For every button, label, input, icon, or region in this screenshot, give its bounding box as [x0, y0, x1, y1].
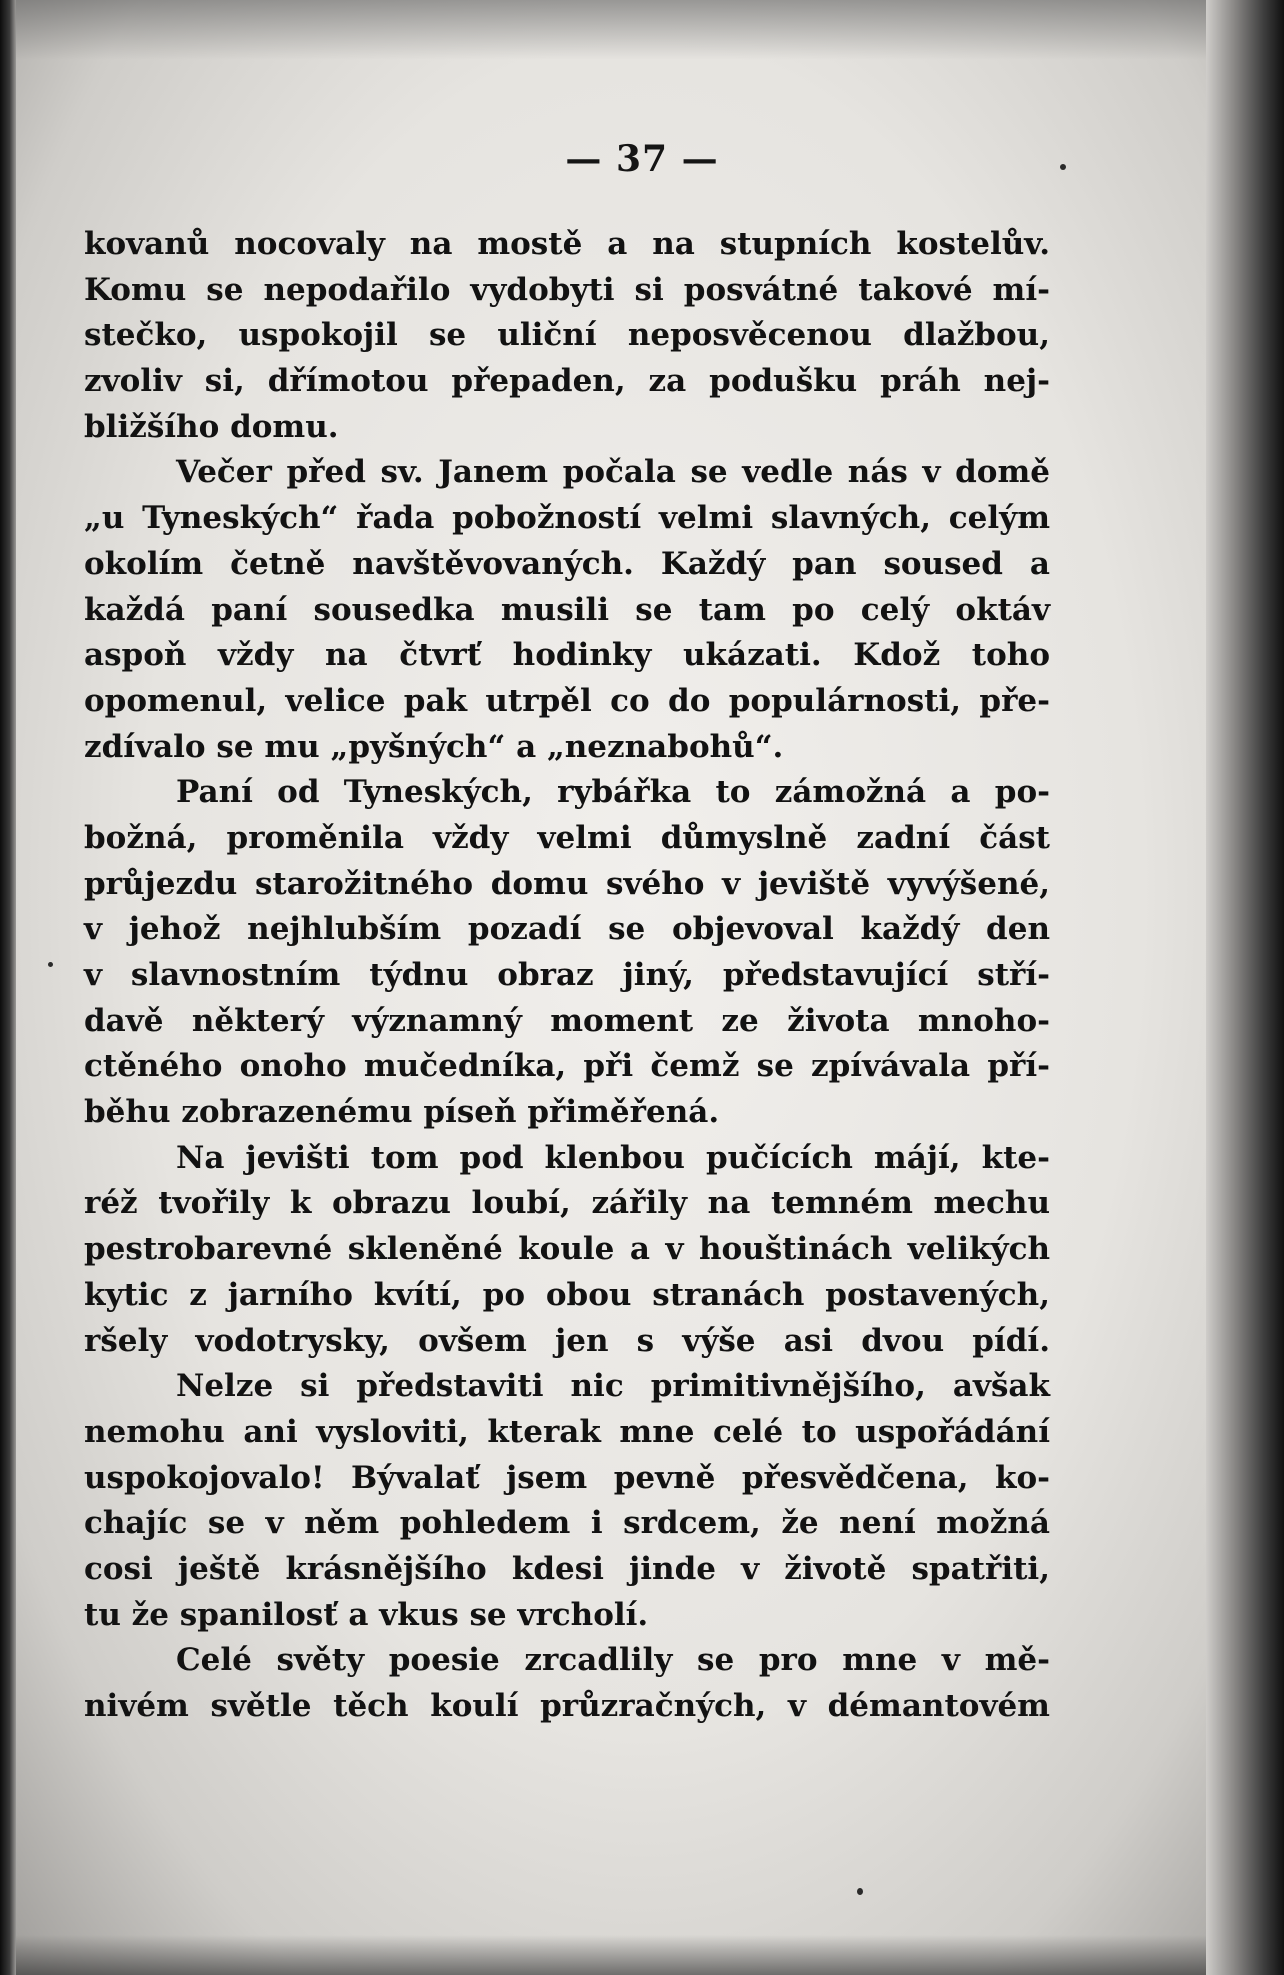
- text-line: réž tvořily k obrazu loubí, zářily na temném mechu: [84, 1185, 1050, 1222]
- text-line: v jehož nejhlubším pozadí se objevoval každý den: [84, 911, 1050, 948]
- page-number: — 37 —: [565, 138, 719, 180]
- text-line: tu že spanilosť a vkus se vrcholí.: [84, 1596, 649, 1633]
- text-line: božná, proměnila vždy velmi důmyslně zadní část: [84, 819, 1050, 856]
- text-line: každá paní sousedka musili se tam po celý oktáv: [84, 591, 1050, 628]
- text-line: Komu se nepodařilo vydobyti si posvátné takové mí-: [84, 271, 1050, 308]
- text-line: Celé světy poesie zrcadlily se pro mne v mě-: [176, 1642, 1050, 1679]
- text-line: průjezdu starožitného domu svého v jeviště vyvýšené,: [84, 865, 1050, 902]
- text-line: aspoň vždy na čtvrť hodinky ukázati. Kdož toho: [84, 637, 1050, 674]
- text-line: ctěného onoho mučedníka, při čemž se zpívávala pří-: [84, 1048, 1050, 1085]
- text-line: cosi ještě krásnějšího kdesi jinde v životě spatřiti,: [84, 1550, 1050, 1587]
- page-right-edge: [1206, 0, 1284, 1975]
- text-line: nivém světle těch koulí průzračných, v démantovém: [84, 1688, 1050, 1724]
- text-line: Večer před sv. Janem počala se vedle nás v domě: [176, 454, 1050, 491]
- page-top-shadow: [0, 0, 1284, 60]
- text-line: bližšího domu.: [84, 408, 339, 445]
- text-line: opomenul, velice pak utrpěl co do populárnosti, pře-: [84, 682, 1050, 719]
- text-line: běhu zobrazenému píseň přiměřená.: [84, 1094, 720, 1131]
- text-line: kytic z jarního kvítí, po obou stranách postavených,: [84, 1276, 1050, 1313]
- text-line: ršely vodotrysky, ovšem jen s výše asi dvou pídí.: [84, 1322, 1050, 1359]
- page-bottom-shadow: [0, 1935, 1284, 1975]
- text-line: Nelze si představiti nic primitivnějšího, avšak: [176, 1368, 1050, 1405]
- text-line: okolím četně navštěvovaných. Každý pan soused a: [84, 545, 1050, 582]
- body-text: [84, 222, 1050, 1730]
- text-line: stečko, uspokojil se uliční neposvěcenou dlažbou,: [84, 317, 1050, 354]
- text-line: v slavnostním týdnu obraz jiný, představující stří-: [84, 957, 1050, 993]
- text-line: nemohu ani vysloviti, kterak mne celé to uspořádání: [84, 1413, 1050, 1450]
- text-line: uspokojovalo! Bývalať jsem pevně přesvědčena, ko-: [84, 1459, 1050, 1496]
- text-line: Na jevišti tom pod klenbou pučících májí, kte-: [176, 1139, 1050, 1176]
- text-line: „u Tyneských“ řada pobožností velmi slavných, celým: [84, 500, 1050, 537]
- dust-speck: [1060, 164, 1066, 170]
- dust-speck: [48, 962, 53, 967]
- text-line: pestrobarevné skleněné koule a v houštinách velikých: [84, 1231, 1050, 1268]
- dust-speck: [857, 1888, 863, 1895]
- text-line: davě některý významný moment ze života mnoho-: [84, 1002, 1050, 1039]
- text-line: zvoliv si, dřímotou přepaden, za podušku práh nej-: [84, 363, 1050, 400]
- page-left-edge: [0, 0, 16, 1975]
- text-line: kovanů nocovaly na mostě a na stupních kostelův.: [84, 226, 1050, 262]
- text-line: zdívalo se mu „pyšných“ a „neznabohů“.: [84, 728, 784, 765]
- text-line: Paní od Tyneských, rybářka to zámožná a po-: [176, 774, 1050, 811]
- text-line: chajíc se v něm pohledem i srdcem, že není možná: [84, 1505, 1050, 1542]
